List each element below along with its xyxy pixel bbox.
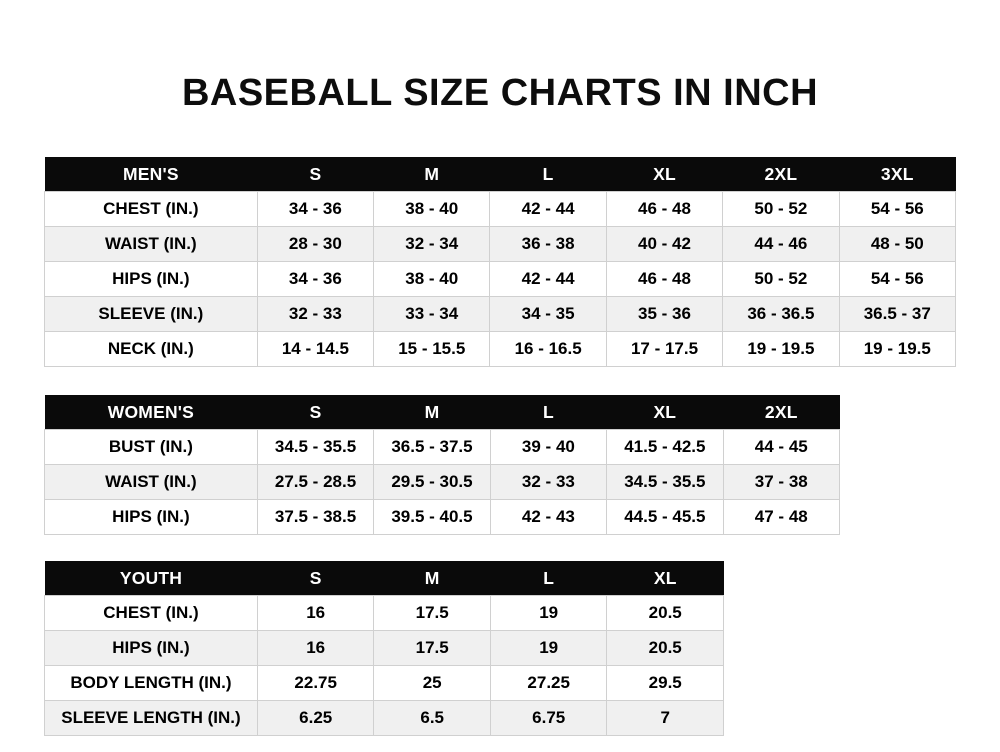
table-cell: 19 [490,596,607,631]
table-cell: 17.5 [374,596,491,631]
row-label: CHEST (IN.) [45,596,258,631]
mens-table-body [45,192,956,367]
table-cell: 37.5 - 38.5 [257,500,373,535]
table-header-row [45,561,724,596]
table-cell: 36 - 36.5 [723,297,839,332]
column-header-l: L [542,163,554,184]
table-cell: 17 - 17.5 [606,332,722,367]
table-cell: 14 - 14.5 [257,332,373,367]
row-label: HIPS (IN.) [45,631,258,666]
table-row [45,192,956,227]
table-cell: 44.5 - 45.5 [607,500,723,535]
table-cell: 29.5 - 30.5 [374,465,490,500]
table-cell: 22.75 [257,666,374,701]
size-tables-container [0,157,1000,736]
table-cell: 39.5 - 40.5 [374,500,490,535]
table-row [45,701,724,736]
table-cell: 36 - 38 [490,227,606,262]
column-header-2xl: 2XL [764,163,798,184]
table-cell: 50 - 52 [723,192,839,227]
table-cell: 34 - 36 [257,262,373,297]
row-label: SLEEVE LENGTH (IN.) [45,701,258,736]
column-header-xl: XL [653,163,676,184]
table-header-row [45,395,840,430]
row-label: HIPS (IN.) [45,500,258,535]
table-row [45,332,956,367]
table-cell: 42 - 44 [490,192,606,227]
column-header-xl: XL [653,567,677,588]
youth-table-header [45,561,724,596]
womens-table-header [45,395,840,430]
column-header-3xl: 3XL [880,163,914,184]
table-cell: 19 - 19.5 [723,332,839,367]
table-cell: 27.25 [490,666,607,701]
table-spacer [44,367,956,395]
table-cell: 44 - 46 [723,227,839,262]
table-cell: 34 - 35 [490,297,606,332]
table-cell: 44 - 45 [723,430,839,465]
table-row [45,430,840,465]
table-cell: 46 - 48 [606,262,722,297]
table-cell: 6.75 [490,701,607,736]
row-label: NECK (IN.) [45,332,258,367]
table-row [45,262,956,297]
table-cell: 6.25 [257,701,374,736]
table-cell: 35 - 36 [606,297,722,332]
table-cell: 16 - 16.5 [490,332,606,367]
mens-size-table [44,157,956,367]
table-cell: 25 [374,666,491,701]
table-cell: 32 - 33 [490,465,606,500]
table-cell: 27.5 - 28.5 [257,465,373,500]
page-title: BASEBALL SIZE CHARTS IN INCH [181,72,819,114]
table-cell: 37 - 38 [723,465,839,500]
table-cell: 36.5 - 37 [839,297,955,332]
table-cell: 32 - 33 [257,297,373,332]
column-header-category: WOMEN'S [107,401,195,422]
womens-table-body [45,430,840,535]
table-cell: 41.5 - 42.5 [607,430,723,465]
row-label: BUST (IN.) [45,430,258,465]
table-cell: 48 - 50 [839,227,955,262]
table-cell: 34 - 36 [257,192,373,227]
table-spacer [44,535,956,561]
table-cell: 40 - 42 [606,227,722,262]
table-row [45,227,956,262]
table-cell: 17.5 [374,631,491,666]
column-header-s: S [309,567,322,588]
table-cell: 29.5 [607,666,724,701]
row-label: WAIST (IN.) [45,465,258,500]
table-cell: 54 - 56 [839,192,955,227]
column-header-m: M [424,567,440,588]
mens-table-header [45,157,956,192]
table-cell: 42 - 43 [490,500,606,535]
row-label: BODY LENGTH (IN.) [45,666,258,701]
table-header-row [45,157,956,192]
table-row [45,500,840,535]
table-cell: 46 - 48 [606,192,722,227]
table-cell: 15 - 15.5 [374,332,490,367]
table-cell: 36.5 - 37.5 [374,430,490,465]
table-cell: 54 - 56 [839,262,955,297]
table-cell: 16 [257,596,374,631]
column-header-l: L [542,401,554,422]
column-header-l: L [543,567,555,588]
youth-size-table [44,561,724,736]
column-header-category: MEN'S [122,163,179,184]
column-header-s: S [309,401,322,422]
table-cell: 19 - 19.5 [839,332,955,367]
womens-size-table [44,395,840,535]
row-label: HIPS (IN.) [45,262,258,297]
column-header-m: M [424,401,440,422]
table-cell: 6.5 [374,701,491,736]
table-cell: 20.5 [607,596,724,631]
table-cell: 20.5 [607,631,724,666]
row-label: SLEEVE (IN.) [45,297,258,332]
table-cell: 38 - 40 [374,262,490,297]
table-row [45,666,724,701]
table-cell: 7 [607,701,724,736]
row-label: CHEST (IN.) [45,192,258,227]
youth-table-body [45,596,724,736]
table-cell: 33 - 34 [374,297,490,332]
table-row [45,631,724,666]
table-row [45,465,840,500]
table-cell: 39 - 40 [490,430,606,465]
table-cell: 47 - 48 [723,500,839,535]
table-cell: 50 - 52 [723,262,839,297]
column-header-xl: XL [653,401,677,422]
column-header-category: YOUTH [119,567,183,588]
column-header-2xl: 2XL [764,401,798,422]
column-header-s: S [309,163,322,184]
table-row [45,297,956,332]
table-cell: 28 - 30 [257,227,373,262]
table-cell: 34.5 - 35.5 [257,430,373,465]
column-header-m: M [424,163,440,184]
table-cell: 38 - 40 [374,192,490,227]
table-cell: 19 [490,631,607,666]
row-label: WAIST (IN.) [45,227,258,262]
table-cell: 16 [257,631,374,666]
table-cell: 42 - 44 [490,262,606,297]
table-cell: 32 - 34 [374,227,490,262]
table-cell: 34.5 - 35.5 [607,465,723,500]
table-row [45,596,724,631]
